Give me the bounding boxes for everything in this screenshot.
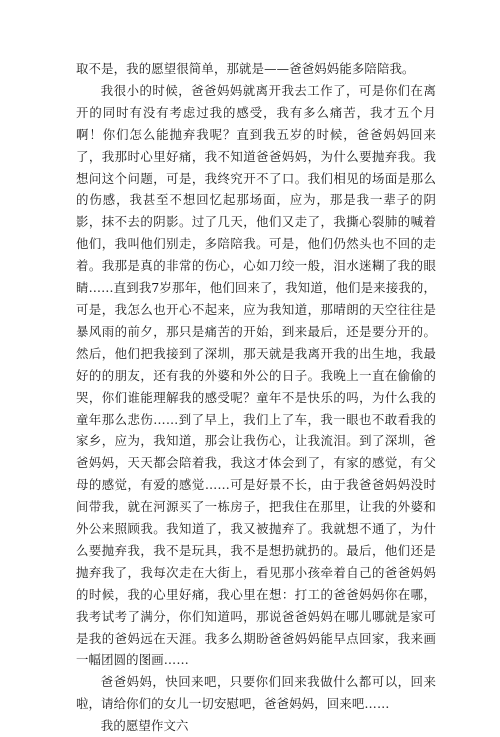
next-essay-title: 我的愿望作文六 [100, 718, 189, 734]
paragraph-opening: 取不是，我的愿望很简单，那就是——爸爸妈妈能多陪陪我。 [76, 61, 415, 76]
document-body [76, 58, 436, 737]
paragraph-plea: 爸爸妈妈，快回来吧，只要你们回来我做什么都可以，回来啦，请给你们的女儿一切安慰吧，爸爸妈妈，回来吧…… [76, 674, 436, 712]
paragraph-story: 我很小的时候，爸爸妈妈就离开我去工作了，可是你们在离开的同时有没有考虑过我的感受，我有多么痛苦，我才五个月啊！你们怎么能抛弃我呢？直到我五岁的时候，爸爸妈妈回来了，我那时心里好痛，我不知道爸爸妈妈，为什么要抛弃我。我想问这个问题，可是，我终究开不了口。我们相见的场面是那么的伤感，我甚至不想回忆起那场面，应为，那是我一辈子的阴影，抹不去的阴影。过了几天，他们又走了，我撕心裂肺的喊着他们，我叫他们别走，多陪陪我。可是，他们仍然头也不回的走着。我那是真的非常的伤心，心如刀绞一般，泪水迷糊了我的眼睛……直到我7岁那年，他们回来了，我知道，他们是来接我的，可是，我怎么也开心不起来，应为我知道，那晴朗的天空往往是暴风雨的前夕，那只是痛苦的开始，到来最后，还是要分开的。然后，他们把我接到了深圳，那天就是我离开我的出生地，我最好的的朋友，还有我的外婆和外公的日子。我晚上一直在偷偷的哭，你们谁能理解我的感受呢？童年不是快乐的吗，为什么我的童年那么悲伤……到了早上，我们上了车，我一眼也不敢看我的家乡，应为，我知道，那会让我伤心，让我流泪。到了深圳，爸爸妈妈，天天都会陪着我，我这才体会到了，有家的感觉，有父母的感觉，有爱的感觉……可是好景不长，由于我爸爸妈妈没时间带我，就在河源买了一栋房子，把我住在那里，让我的外婆和外公来照顾我。我知道了，我又被抛弃了。我就想不通了，为什么要抛弃我，我不是玩具，我不是想扔就扔的。最后，他们还是抛弃我了，我每次走在大街上，看见那小孩牵着自己的爸爸妈妈的时候，我的心里好痛，我心里在想：打工的爸爸妈妈你在哪，我考试考了满分，你们知道吗，那说爸爸妈妈在哪儿哪就是家可是我的爸妈远在天涯。我多么期盼爸爸妈妈能早点回家，我来画一幅团圆的图画…… [76, 82, 436, 668]
